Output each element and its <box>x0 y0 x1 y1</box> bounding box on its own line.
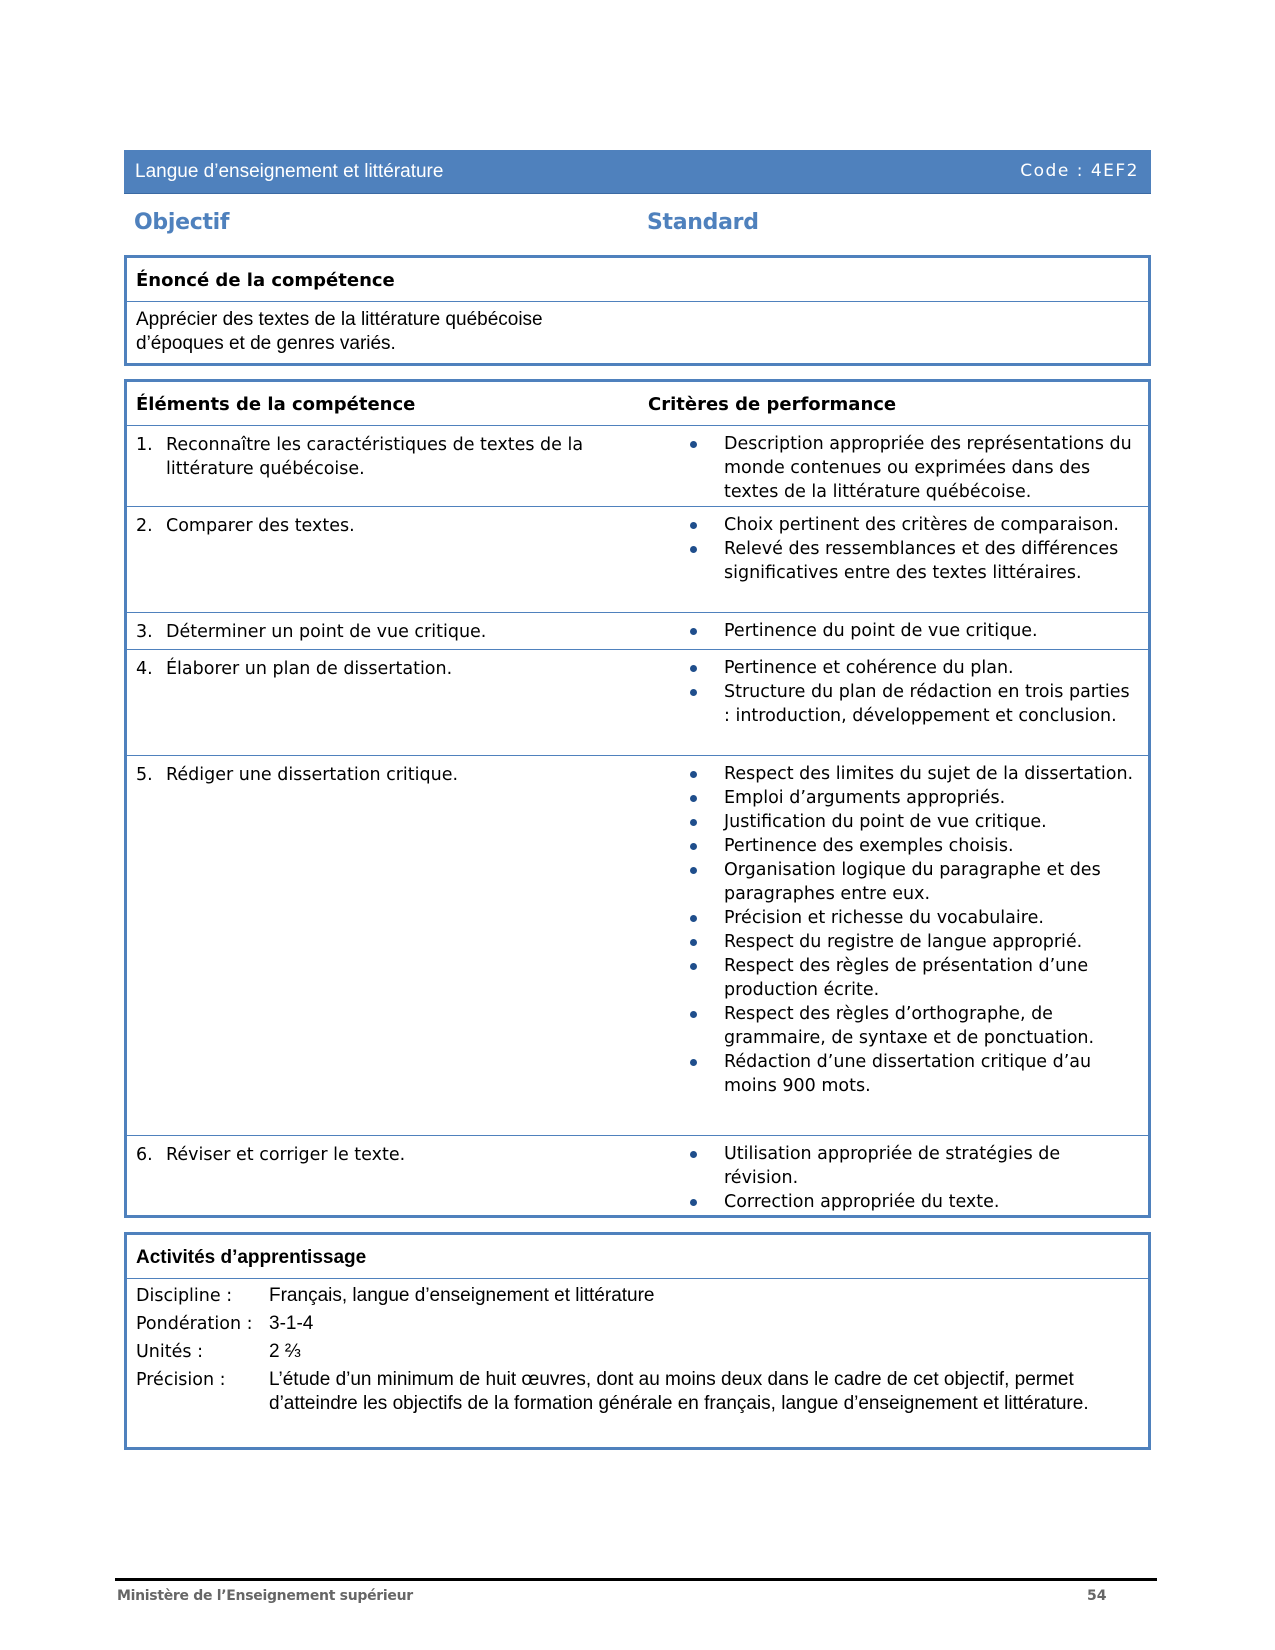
criterion: Emploi d’arguments appropriés. <box>687 786 1137 810</box>
discipline-label: Discipline : <box>136 1286 233 1306</box>
activites-heading: Activités d’apprentissage <box>136 1247 367 1268</box>
criterion: Correction appropriée du texte. <box>687 1190 1137 1214</box>
row-number: 2. <box>136 516 153 536</box>
standard-heading: Standard <box>647 210 759 235</box>
criterion: Pertinence du point de vue critique. <box>687 619 1137 643</box>
footer-ministry: Ministère de l’Enseignement supérieur <box>117 1588 413 1604</box>
ponderation-label: Pondération : <box>136 1314 253 1334</box>
ponderation-value: 3-1-4 <box>269 1313 314 1334</box>
criterion: Justification du point de vue critique. <box>687 810 1137 834</box>
table-row <box>127 507 1148 613</box>
activites-body <box>127 1279 1148 1425</box>
page-number: 54 <box>1087 1588 1107 1604</box>
course-title: Langue d’enseignement et littérature <box>135 161 444 182</box>
criterion: Pertinence et cohérence du plan. <box>687 656 1137 680</box>
objectif-heading: Objectif <box>134 210 230 235</box>
row-number: 5. <box>136 765 153 785</box>
criteria-list <box>687 1136 1137 1214</box>
enonce-text: Apprécier des textes de la littérature québécoise d’époques et de genres variés. <box>136 309 543 354</box>
criterion: Organisation logique du paragraphe et des paragraphes entre eux. <box>687 858 1137 906</box>
precision-value: L’étude d’un minimum de huit œuvres, dont au moins deux dans le cadre de cet objectif, permet d’atteindre les objectifs de la formation générale en français, langue d’enseignement et littérature. <box>269 1369 1089 1414</box>
precision-row <box>136 1368 1139 1416</box>
discipline-row <box>136 1284 1139 1308</box>
discipline-value: Français, langue d’enseignement et littérature <box>269 1285 655 1306</box>
table-row <box>127 1136 1148 1216</box>
table-row <box>127 650 1148 756</box>
row-number: 3. <box>136 622 153 642</box>
elements-heading: Éléments de la compétence <box>136 394 416 415</box>
course-code: Code : 4EF2 <box>1020 161 1139 181</box>
element-text: Rédiger une dissertation critique. <box>166 765 459 785</box>
criterion: Précision et richesse du vocabulaire. <box>687 906 1137 930</box>
criteria-list <box>687 650 1137 728</box>
row-number: 6. <box>136 1145 153 1165</box>
table-row <box>127 613 1148 650</box>
criterion: Relevé des ressemblances et des différences significatives entre des textes littéraires. <box>687 537 1137 585</box>
enonce-heading: Énoncé de la compétence <box>136 270 395 291</box>
criterion: Respect des règles d’orthographe, de grammaire, de syntaxe et de ponctuation. <box>687 1002 1137 1050</box>
table-row <box>127 426 1148 507</box>
course-header-bar <box>124 150 1151 193</box>
enonce-box <box>124 255 1151 366</box>
element-text: Déterminer un point de vue critique. <box>166 622 487 642</box>
criterion: Structure du plan de rédaction en trois parties : introduction, développement et conclusion. <box>687 680 1137 728</box>
element-text: Comparer des textes. <box>166 516 355 536</box>
unites-label: Unités : <box>136 1342 203 1362</box>
unites-row <box>136 1340 1139 1364</box>
precision-label: Précision : <box>136 1370 226 1390</box>
table-row <box>127 756 1148 1136</box>
row-number: 1. <box>136 435 153 455</box>
activites-header <box>127 1235 1148 1279</box>
criterion: Choix pertinent des critères de comparaison. <box>687 513 1137 537</box>
enonce-header <box>127 258 1148 302</box>
criteria-heading: Critères de performance <box>648 394 897 415</box>
criterion: Utilisation appropriée de stratégies de révision. <box>687 1142 1137 1190</box>
criterion: Rédaction d’une dissertation critique d’au moins 900 mots. <box>687 1050 1137 1098</box>
criteria-list <box>687 507 1137 585</box>
criterion: Respect du registre de langue approprié. <box>687 930 1137 954</box>
criteria-list <box>687 426 1137 504</box>
element-text: Réviser et corriger le texte. <box>166 1145 406 1165</box>
activites-box <box>124 1232 1151 1450</box>
unites-value: 2 ⅔ <box>269 1341 301 1362</box>
criterion: Respect des règles de présentation d’une production écrite. <box>687 954 1137 1002</box>
footer-divider <box>115 1578 1157 1581</box>
element-text: Élaborer un plan de dissertation. <box>166 659 453 679</box>
criteria-list <box>687 756 1137 1098</box>
criterion: Respect des limites du sujet de la dissertation. <box>687 762 1137 786</box>
row-number: 4. <box>136 659 153 679</box>
criteria-list <box>687 613 1137 643</box>
elements-header <box>127 382 1148 426</box>
criterion: Pertinence des exemples choisis. <box>687 834 1137 858</box>
element-text: Reconnaître les caractéristiques de textes de la littérature québécoise. <box>166 435 584 479</box>
elements-table <box>124 379 1151 1218</box>
ponderation-row <box>136 1312 1139 1336</box>
criterion: Description appropriée des représentations du monde contenues ou exprimées dans des textes de la littérature québécoise. <box>687 432 1137 504</box>
